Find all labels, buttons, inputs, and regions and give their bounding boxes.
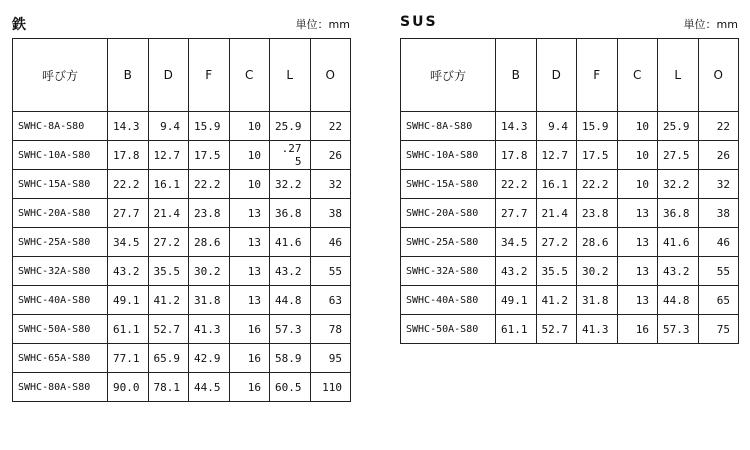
header-row <box>401 39 739 112</box>
dimension-cell: 26 <box>698 141 739 170</box>
column-header: F <box>577 39 618 112</box>
part-number-cell: SWHC-10A-S80 <box>13 141 108 170</box>
column-header: B <box>108 39 149 112</box>
table-row <box>401 315 739 344</box>
dimension-cell: 17.5 <box>189 141 230 170</box>
part-number-cell: SWHC-65A-S80 <box>13 344 108 373</box>
dimension-cell: 13 <box>617 257 658 286</box>
dimension-cell: 41.6 <box>270 228 311 257</box>
dimension-cell: 10 <box>617 170 658 199</box>
dimension-cell: 16.1 <box>536 170 577 199</box>
column-header: C <box>617 39 658 112</box>
dimension-cell: 49.1 <box>496 286 537 315</box>
column-header: B <box>496 39 537 112</box>
sus-dimension-table <box>400 38 739 344</box>
table-row <box>401 286 739 315</box>
dimension-cell: 25.9 <box>270 112 311 141</box>
sus-table-title: SUS <box>400 14 438 30</box>
part-number-cell: SWHC-20A-S80 <box>401 199 496 228</box>
dimension-cell: 16 <box>229 373 270 402</box>
dimension-cell: 17.5 <box>577 141 618 170</box>
dimension-cell: 22 <box>310 112 351 141</box>
dimension-cell: 52.7 <box>148 315 189 344</box>
dimension-cell: 22.2 <box>577 170 618 199</box>
dimension-cell: 21.4 <box>536 199 577 228</box>
dimension-cell: 30.2 <box>577 257 618 286</box>
header-row <box>13 39 351 112</box>
dimension-cell: 16 <box>617 315 658 344</box>
column-header: D <box>148 39 189 112</box>
part-number-cell: SWHC-20A-S80 <box>13 199 108 228</box>
dimension-cell: 32.2 <box>658 170 699 199</box>
dimension-cell: 42.9 <box>189 344 230 373</box>
dimension-cell: 46 <box>698 228 739 257</box>
dimension-cell: 35.5 <box>536 257 577 286</box>
part-number-cell: SWHC-50A-S80 <box>401 315 496 344</box>
dimension-cell: 57.3 <box>270 315 311 344</box>
dimension-cell: 16 <box>229 315 270 344</box>
dimension-cell: 14.3 <box>108 112 149 141</box>
column-header-name: 呼び方 <box>13 39 108 112</box>
column-header: L <box>658 39 699 112</box>
dimension-cell: 28.6 <box>189 228 230 257</box>
table-row <box>13 228 351 257</box>
dimension-cell: 13 <box>617 286 658 315</box>
steel-table-title: 鉄 <box>12 17 28 33</box>
dimension-cell: 90.0 <box>108 373 149 402</box>
column-header-name: 呼び方 <box>401 39 496 112</box>
dimension-cell: 46 <box>310 228 351 257</box>
dimension-cell: 44.5 <box>189 373 230 402</box>
dimension-cell: 38 <box>310 199 351 228</box>
dimension-cell: 75 <box>698 315 739 344</box>
dimension-cell: 44.8 <box>658 286 699 315</box>
part-number-cell: SWHC-32A-S80 <box>401 257 496 286</box>
dimension-cell: 15.9 <box>577 112 618 141</box>
dimension-cell: 65 <box>698 286 739 315</box>
dimension-cell: 12.7 <box>148 141 189 170</box>
dimension-cell: 13 <box>229 199 270 228</box>
dimension-cell: 22.2 <box>189 170 230 199</box>
dimension-cell: 21.4 <box>148 199 189 228</box>
part-number-cell: SWHC-25A-S80 <box>401 228 496 257</box>
table-row <box>13 344 351 373</box>
dimension-cell: 63 <box>310 286 351 315</box>
dimension-cell: 41.3 <box>577 315 618 344</box>
dimension-cell: 23.8 <box>189 199 230 228</box>
part-number-cell: SWHC-8A-S80 <box>13 112 108 141</box>
column-header: O <box>310 39 351 112</box>
part-number-cell: SWHC-40A-S80 <box>13 286 108 315</box>
dimension-cell: 41.3 <box>189 315 230 344</box>
dimension-cell: 78 <box>310 315 351 344</box>
table-row <box>13 257 351 286</box>
dimension-cell: 9.4 <box>536 112 577 141</box>
dimension-cell: 13 <box>229 286 270 315</box>
dimension-cell: 57.3 <box>658 315 699 344</box>
table-row <box>401 112 739 141</box>
dimension-cell: 55 <box>310 257 351 286</box>
dimension-cell: 61.1 <box>496 315 537 344</box>
column-header: L <box>270 39 311 112</box>
part-number-cell: SWHC-32A-S80 <box>13 257 108 286</box>
table-row <box>13 170 351 199</box>
dimension-cell: 77.1 <box>108 344 149 373</box>
dimension-cell: 44.8 <box>270 286 311 315</box>
table-row <box>401 141 739 170</box>
dimension-cell: 25.9 <box>658 112 699 141</box>
dimension-cell: 43.2 <box>496 257 537 286</box>
table-row <box>401 257 739 286</box>
dimension-cell: 34.5 <box>108 228 149 257</box>
part-number-cell: SWHC-40A-S80 <box>401 286 496 315</box>
dimension-cell: 41.2 <box>536 286 577 315</box>
dimension-cell: 12.7 <box>536 141 577 170</box>
steel-unit-label: 単位：mm <box>295 18 350 31</box>
table-row <box>13 373 351 402</box>
dimension-cell: 43.2 <box>270 257 311 286</box>
dimension-cell: 10 <box>229 170 270 199</box>
table-row <box>401 228 739 257</box>
table-row <box>13 286 351 315</box>
dimension-cell: 10 <box>617 141 658 170</box>
dimension-cell: 41.2 <box>148 286 189 315</box>
part-number-cell: SWHC-15A-S80 <box>401 170 496 199</box>
dimension-cell: 41.6 <box>658 228 699 257</box>
dimension-cell: 110 <box>310 373 351 402</box>
dimension-cell: .27 5 <box>270 141 311 170</box>
dimension-cell: 22.2 <box>108 170 149 199</box>
dimension-cell: 58.9 <box>270 344 311 373</box>
table-row <box>13 141 351 170</box>
dimension-cell: 27.5 <box>658 141 699 170</box>
dimension-cell: 32 <box>310 170 351 199</box>
dimension-cell: 28.6 <box>577 228 618 257</box>
dimension-cell: 52.7 <box>536 315 577 344</box>
column-header: O <box>698 39 739 112</box>
dimension-cell: 13 <box>617 228 658 257</box>
dimension-cell: 27.7 <box>496 199 537 228</box>
dimension-cell: 10 <box>229 112 270 141</box>
dimension-cell: 32.2 <box>270 170 311 199</box>
steel-dimension-table <box>12 38 351 402</box>
dimension-cell: 95 <box>310 344 351 373</box>
dimension-cell: 31.8 <box>577 286 618 315</box>
table-row <box>401 199 739 228</box>
part-number-cell: SWHC-80A-S80 <box>13 373 108 402</box>
table-row <box>13 112 351 141</box>
table-row <box>13 315 351 344</box>
column-header: F <box>189 39 230 112</box>
sus-unit-label: 単位：mm <box>683 18 738 31</box>
table-row <box>13 199 351 228</box>
dimension-cell: 49.1 <box>108 286 149 315</box>
dimension-cell: 10 <box>229 141 270 170</box>
dimension-cell: 32 <box>698 170 739 199</box>
dimension-cell: 31.8 <box>189 286 230 315</box>
dimension-cell: 16 <box>229 344 270 373</box>
dimension-cell: 27.2 <box>536 228 577 257</box>
dimension-cell: 27.2 <box>148 228 189 257</box>
dimension-cell: 27.7 <box>108 199 149 228</box>
part-number-cell: SWHC-25A-S80 <box>13 228 108 257</box>
dimension-cell: 36.8 <box>658 199 699 228</box>
dimension-cell: 23.8 <box>577 199 618 228</box>
dimension-cell: 55 <box>698 257 739 286</box>
dimension-cell: 30.2 <box>189 257 230 286</box>
dimension-cell: 35.5 <box>148 257 189 286</box>
dimension-cell: 60.5 <box>270 373 311 402</box>
part-number-cell: SWHC-8A-S80 <box>401 112 496 141</box>
dimension-cell: 61.1 <box>108 315 149 344</box>
dimension-cell: 13 <box>229 228 270 257</box>
dimension-cell: 13 <box>617 199 658 228</box>
part-number-cell: SWHC-50A-S80 <box>13 315 108 344</box>
dimension-cell: 10 <box>617 112 658 141</box>
dimension-cell: 34.5 <box>496 228 537 257</box>
part-number-cell: SWHC-15A-S80 <box>13 170 108 199</box>
dimension-cell: 22 <box>698 112 739 141</box>
dimension-cell: 26 <box>310 141 351 170</box>
table-row <box>401 170 739 199</box>
dimension-cell: 78.1 <box>148 373 189 402</box>
dimension-cell: 43.2 <box>108 257 149 286</box>
dimension-cell: 17.8 <box>496 141 537 170</box>
dimension-cell: 13 <box>229 257 270 286</box>
column-header: D <box>536 39 577 112</box>
dimension-cell: 17.8 <box>108 141 149 170</box>
dimension-cell: 38 <box>698 199 739 228</box>
dimension-cell: 15.9 <box>189 112 230 141</box>
dimension-cell: 22.2 <box>496 170 537 199</box>
dimension-cell: 65.9 <box>148 344 189 373</box>
dimension-cell: 9.4 <box>148 112 189 141</box>
dimension-cell: 43.2 <box>658 257 699 286</box>
dimension-cell: 36.8 <box>270 199 311 228</box>
part-number-cell: SWHC-10A-S80 <box>401 141 496 170</box>
column-header: C <box>229 39 270 112</box>
dimension-cell: 16.1 <box>148 170 189 199</box>
dimension-cell: 14.3 <box>496 112 537 141</box>
